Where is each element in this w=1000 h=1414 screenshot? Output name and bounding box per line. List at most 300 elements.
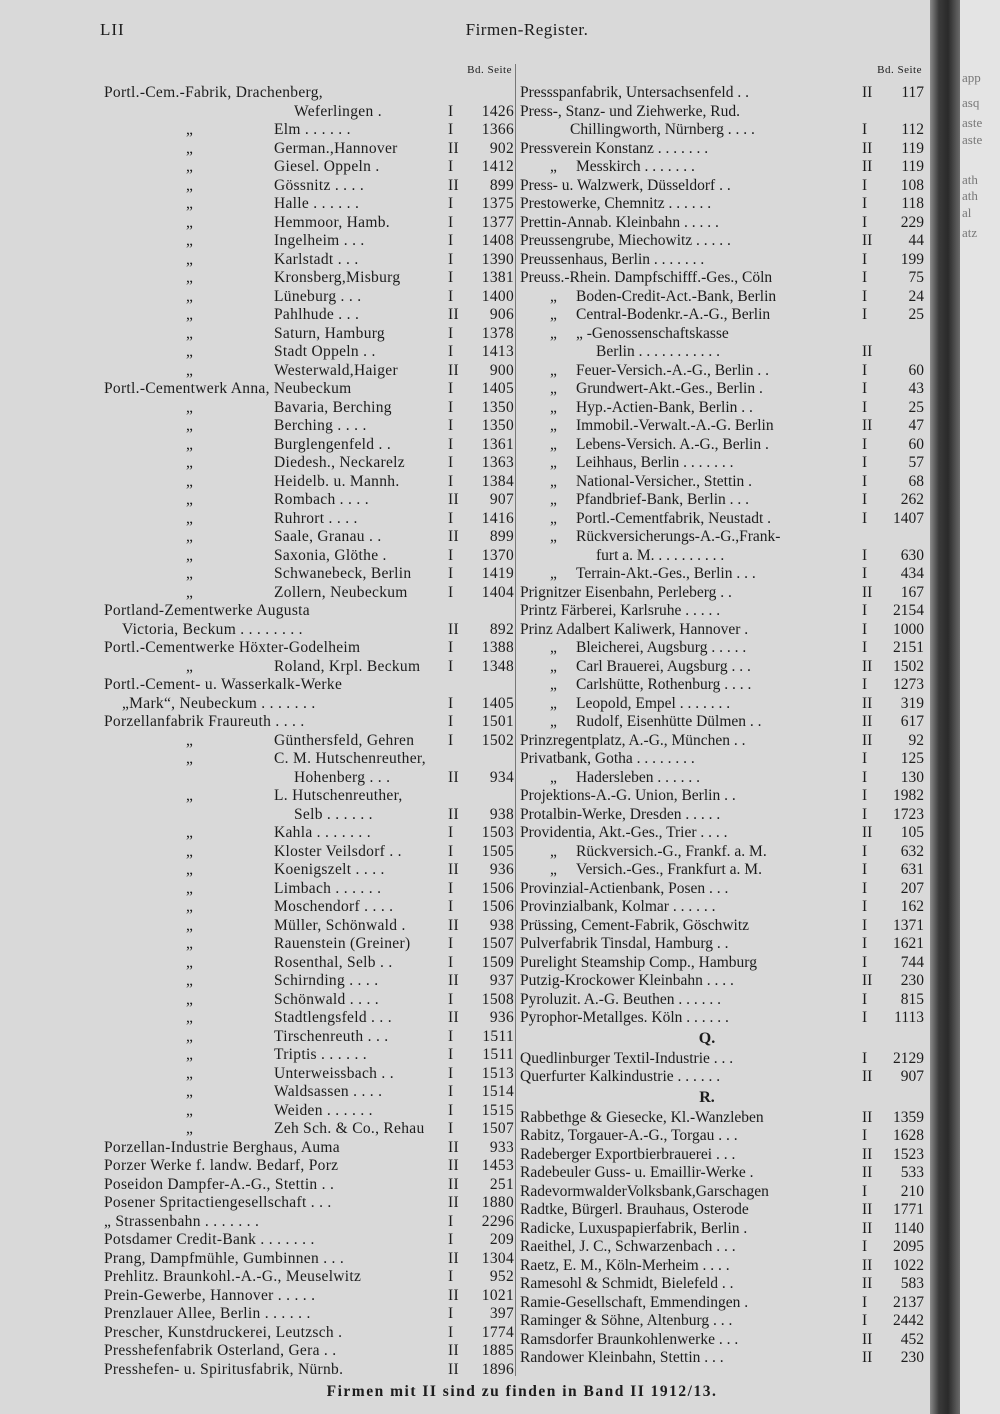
entry-name bbox=[104, 1361, 448, 1380]
entry-name-text: Querfurter Kalkindustrie . . . . . . bbox=[520, 1068, 721, 1085]
register-entry bbox=[104, 232, 514, 251]
entry-volume: II bbox=[448, 1138, 459, 1156]
register-entry bbox=[520, 1220, 924, 1239]
entry-name-text: Diedesh., Neckarelz bbox=[274, 454, 405, 471]
entry-volume: II bbox=[862, 731, 873, 749]
entry-name bbox=[520, 380, 862, 399]
entry-name bbox=[104, 343, 448, 362]
entry-name-text: Radebeuler Guss- u. Emaillir-Werke . bbox=[520, 1164, 754, 1181]
entry-name bbox=[104, 1176, 448, 1195]
entry-volume: I bbox=[448, 1323, 454, 1341]
ditto-mark: „ bbox=[186, 121, 194, 138]
register-entry bbox=[520, 436, 924, 455]
entry-name-text: furt a. M. . . . . . . . . . bbox=[596, 546, 725, 564]
ditto-mark: „ bbox=[186, 472, 194, 490]
entry-page: 2442 bbox=[893, 1312, 924, 1329]
entry-volume bbox=[448, 602, 474, 621]
entry-page: 1507 bbox=[481, 935, 514, 952]
register-entry bbox=[520, 399, 924, 418]
register-entry bbox=[520, 954, 924, 973]
entry-page: 1022 bbox=[893, 1256, 924, 1274]
entry-name-text: Raminger & Söhne, Altenburg . . . bbox=[520, 1312, 733, 1329]
entry-page: 229 bbox=[900, 213, 924, 231]
entry-name-text: „ Strassenbahn . . . . . . . bbox=[104, 1212, 260, 1230]
entry-name-text: Halle . . . . . . bbox=[274, 195, 360, 212]
entry-name bbox=[104, 917, 448, 936]
entry-page: 744 bbox=[900, 953, 924, 971]
entry-name bbox=[520, 861, 862, 880]
entry-page: 906 bbox=[489, 306, 514, 323]
entry-name bbox=[104, 695, 448, 714]
entry-page: 1000 bbox=[893, 620, 924, 638]
register-entry bbox=[104, 1287, 514, 1306]
entry-name-text: Ramesohl & Schmidt, Bielefeld . . bbox=[520, 1275, 734, 1292]
entry-name-text: Moschendorf . . . . bbox=[274, 898, 394, 915]
entry-name-text: Feuer-Versich.-A.-G., Berlin . . bbox=[576, 361, 769, 379]
entry-volume: I bbox=[448, 1120, 454, 1137]
entry-volume: II bbox=[862, 1145, 873, 1163]
entry-volume: I bbox=[448, 509, 454, 527]
entry-page bbox=[474, 602, 514, 621]
register-entry bbox=[520, 1257, 924, 1276]
entry-name bbox=[104, 417, 448, 436]
entry-name-text: Boden-Credit-Act.-Bank, Berlin bbox=[576, 287, 777, 305]
entry-volume: I bbox=[862, 1127, 868, 1144]
ditto-mark: „ bbox=[550, 657, 557, 675]
entry-page: 1350 bbox=[481, 398, 514, 416]
entry-name-text: Bleicherei, Augsburg . . . . . bbox=[576, 639, 747, 656]
entry-name bbox=[520, 1257, 862, 1276]
entry-volume: I bbox=[448, 842, 454, 860]
entry-volume: I bbox=[862, 546, 868, 564]
ditto-mark: „ bbox=[550, 306, 557, 323]
entry-name bbox=[520, 177, 862, 196]
entry-volume: I bbox=[862, 935, 868, 952]
register-entry bbox=[104, 1194, 514, 1213]
entry-name bbox=[104, 362, 448, 381]
entry-name bbox=[104, 195, 448, 214]
entry-page bbox=[886, 528, 924, 547]
register-entry bbox=[104, 824, 514, 843]
entry-name bbox=[520, 528, 862, 547]
register-entry bbox=[520, 84, 924, 103]
entry-name bbox=[104, 528, 448, 547]
entry-name bbox=[520, 251, 862, 270]
entry-name bbox=[104, 158, 448, 177]
entry-name bbox=[520, 232, 862, 251]
entry-volume: II bbox=[448, 620, 459, 638]
ditto-mark: „ bbox=[186, 916, 194, 934]
entry-volume: I bbox=[448, 953, 454, 971]
entry-volume: I bbox=[448, 824, 454, 841]
entry-volume: I bbox=[448, 102, 454, 120]
ditto-mark: „ bbox=[186, 158, 194, 175]
entry-name bbox=[104, 1065, 448, 1084]
entry-name-text: Presshefenfabrik Osterland, Gera . . bbox=[104, 1342, 337, 1359]
entry-page: 936 bbox=[489, 1009, 514, 1026]
entry-name-text: Rudolf, Eisenhütte Dülmen . . bbox=[576, 713, 762, 730]
entry-volume: I bbox=[862, 953, 868, 971]
entry-page: 68 bbox=[908, 472, 924, 490]
entry-name bbox=[520, 935, 862, 954]
entry-name-text: Porzellanfabrik Fraureuth . . . . bbox=[104, 713, 305, 730]
entry-page bbox=[474, 84, 514, 103]
entry-name bbox=[104, 251, 448, 270]
entry-volume: I bbox=[448, 287, 454, 305]
entry-page: 1405 bbox=[481, 380, 514, 397]
entry-name-text: Berlin . . . . . . . . . . . bbox=[596, 343, 720, 360]
entry-name bbox=[520, 1109, 862, 1128]
entry-page: 934 bbox=[489, 768, 514, 786]
entry-name bbox=[104, 140, 448, 159]
next-page-fragment: ath bbox=[962, 172, 978, 187]
entry-volume: II bbox=[448, 972, 459, 989]
register-entry bbox=[520, 1349, 924, 1368]
entry-name bbox=[104, 103, 448, 122]
entry-name-text: Preuss.-Rhein. Dampfschifff.-Ges., Cöln bbox=[520, 269, 773, 286]
entry-page: 1501 bbox=[481, 713, 514, 730]
ditto-mark: „ bbox=[550, 842, 557, 860]
register-entry bbox=[104, 713, 514, 732]
entry-name-text: Prüssing, Cement-Fabrik, Göschwitz bbox=[520, 916, 750, 934]
entry-page: 1366 bbox=[481, 121, 514, 138]
entry-name-text: Berching . . . . bbox=[274, 417, 367, 434]
entry-name-text: Hadersleben . . . . . . bbox=[576, 768, 700, 786]
ditto-mark: „ bbox=[550, 454, 557, 471]
entry-volume: I bbox=[862, 472, 868, 490]
register-entry bbox=[520, 1238, 924, 1257]
register-entry bbox=[104, 806, 514, 825]
register-entry bbox=[104, 547, 514, 566]
entry-name-text: Pahlhude . . . bbox=[274, 306, 360, 323]
entry-volume bbox=[448, 787, 474, 806]
register-entry bbox=[520, 1331, 924, 1350]
register-entry bbox=[104, 288, 514, 307]
entry-name-text: Zollern, Neubeckum bbox=[274, 583, 408, 601]
ditto-mark: „ bbox=[186, 953, 194, 971]
entry-name bbox=[520, 676, 862, 695]
adjacent-page-edge bbox=[960, 0, 1000, 1414]
entry-name bbox=[104, 547, 448, 566]
register-entry bbox=[104, 1009, 514, 1028]
entry-name bbox=[520, 1164, 862, 1183]
entry-name bbox=[520, 1331, 862, 1350]
register-entry bbox=[104, 843, 514, 862]
register-entry bbox=[520, 251, 924, 270]
register-entry bbox=[520, 491, 924, 510]
entry-volume: I bbox=[448, 694, 454, 712]
entry-name bbox=[520, 158, 862, 177]
entry-page: 452 bbox=[900, 1330, 924, 1348]
entry-volume: II bbox=[448, 1286, 459, 1304]
entry-name-text: Rabbethge & Giesecke, Kl.-Wanzleben bbox=[520, 1108, 764, 1126]
entry-name-text: Portl.-Cement- u. Wasserkalk-Werke bbox=[104, 676, 343, 693]
entry-name bbox=[520, 1050, 862, 1069]
entry-page: 1426 bbox=[481, 102, 514, 120]
entry-name-text: Hemmoor, Hamb. bbox=[274, 213, 390, 231]
entry-name bbox=[104, 1120, 448, 1139]
register-entry bbox=[520, 1009, 924, 1028]
entry-name-text: Provinzial-Actienbank, Posen . . . bbox=[520, 879, 729, 897]
entry-name-text: Carl Brauerei, Augsburg . . . bbox=[576, 657, 751, 675]
entry-volume: I bbox=[862, 491, 868, 508]
entry-page: 105 bbox=[900, 824, 924, 841]
entry-page: 1273 bbox=[893, 676, 924, 693]
register-entry bbox=[520, 880, 924, 899]
entry-name-text: Schönwald . . . . bbox=[274, 990, 379, 1008]
entry-volume: II bbox=[448, 1249, 459, 1267]
register-entry bbox=[520, 806, 924, 825]
register-entry bbox=[104, 195, 514, 214]
register-entry bbox=[104, 676, 514, 695]
ditto-mark: „ bbox=[186, 398, 194, 416]
entry-page: 1113 bbox=[894, 1009, 924, 1026]
register-entry bbox=[104, 658, 514, 677]
entry-name bbox=[520, 787, 862, 806]
entry-page: 1896 bbox=[481, 1360, 514, 1378]
entry-name-text: Koenigszelt . . . . bbox=[274, 861, 385, 878]
entry-name bbox=[520, 806, 862, 825]
entry-name bbox=[520, 436, 862, 455]
entry-name-text: Prestowerke, Chemnitz . . . . . . bbox=[520, 195, 712, 212]
register-entry bbox=[520, 1109, 924, 1128]
entry-name bbox=[520, 140, 862, 159]
entry-name bbox=[520, 732, 862, 751]
entry-name bbox=[104, 806, 448, 825]
entry-name bbox=[520, 954, 862, 973]
entry-page: 936 bbox=[489, 861, 514, 878]
entry-volume: II bbox=[862, 84, 873, 101]
entry-name-text: Limbach . . . . . . bbox=[274, 879, 382, 897]
entry-name-text: Leopold, Empel . . . . . . . bbox=[576, 694, 731, 712]
entry-volume: II bbox=[448, 1157, 459, 1174]
register-entry bbox=[520, 1127, 924, 1146]
register-entry bbox=[520, 510, 924, 529]
entry-page: 1506 bbox=[481, 879, 514, 897]
register-entry bbox=[104, 1342, 514, 1361]
register-entry bbox=[104, 880, 514, 899]
entry-name bbox=[104, 1194, 448, 1213]
entry-volume: I bbox=[448, 250, 454, 268]
entry-volume bbox=[448, 84, 474, 103]
entry-name bbox=[104, 510, 448, 529]
entry-name-text: Radeberger Exportbierbrauerei . . . bbox=[520, 1145, 736, 1163]
ditto-mark: „ bbox=[550, 380, 557, 397]
entry-volume: I bbox=[862, 398, 868, 416]
ditto-mark: „ bbox=[186, 1009, 194, 1026]
entry-volume: I bbox=[862, 176, 868, 194]
entry-name bbox=[104, 954, 448, 973]
register-entry bbox=[104, 732, 514, 751]
ditto-mark: „ bbox=[186, 269, 194, 286]
entry-name bbox=[104, 399, 448, 418]
entry-volume: I bbox=[862, 1009, 868, 1026]
ditto-mark: „ bbox=[186, 824, 194, 841]
ditto-mark: „ bbox=[550, 694, 557, 712]
ditto-mark: „ bbox=[186, 861, 194, 878]
entry-name bbox=[104, 732, 448, 751]
entry-page: 44 bbox=[908, 232, 924, 249]
entry-name bbox=[104, 473, 448, 492]
entry-name-text: Prinzregentplatz, A.-G., München . . bbox=[520, 731, 746, 749]
entry-page: 1140 bbox=[893, 1219, 924, 1237]
entry-name bbox=[104, 1028, 448, 1047]
entry-name-text: Prein-Gewerbe, Hannover . . . . . bbox=[104, 1286, 316, 1304]
entry-page: 125 bbox=[900, 750, 924, 767]
entry-name-text: Quedlinburger Textil-Industrie . . . bbox=[520, 1049, 734, 1067]
entry-page: 117 bbox=[901, 84, 924, 101]
ditto-mark: „ bbox=[186, 417, 194, 434]
entry-volume: I bbox=[862, 1049, 868, 1067]
register-entry bbox=[104, 1250, 514, 1269]
entry-name-text: German.,Hannover bbox=[274, 139, 398, 157]
entry-name bbox=[104, 713, 448, 732]
entry-name-text: Tirschenreuth . . . bbox=[274, 1027, 389, 1045]
register-entry bbox=[520, 1312, 924, 1331]
entry-page: 2129 bbox=[893, 1049, 924, 1067]
entry-volume: I bbox=[862, 1293, 868, 1311]
entry-name-text: Kloster Veilsdorf . . bbox=[274, 842, 402, 860]
entry-page: 1413 bbox=[481, 343, 514, 360]
entry-volume: I bbox=[448, 435, 454, 453]
entry-page: 24 bbox=[908, 287, 924, 305]
entry-volume: I bbox=[862, 509, 868, 527]
register-entry bbox=[104, 1046, 514, 1065]
entry-page: 25 bbox=[908, 398, 924, 416]
entry-name-text: Prehlitz. Braunkohl.-A.-G., Meuselwitz bbox=[104, 1268, 362, 1285]
right-column bbox=[520, 64, 924, 1368]
register-entry bbox=[104, 1102, 514, 1121]
register-entry bbox=[104, 1305, 514, 1324]
entry-volume: I bbox=[448, 583, 454, 601]
ditto-mark: „ bbox=[186, 195, 194, 212]
register-entry bbox=[104, 898, 514, 917]
ditto-mark: „ bbox=[186, 435, 194, 453]
entry-page: 1771 bbox=[893, 1201, 924, 1218]
register-entry bbox=[104, 417, 514, 436]
ditto-mark: „ bbox=[550, 565, 557, 582]
entry-name-text: Prignitzer Eisenbahn, Perleberg . . bbox=[520, 583, 732, 601]
entry-name-text: Terrain-Akt.-Ges., Berlin . . . bbox=[576, 565, 756, 582]
entry-page: 1408 bbox=[481, 232, 514, 249]
ditto-mark: „ bbox=[550, 398, 557, 416]
entry-name-text: Karlstadt . . . bbox=[274, 250, 359, 268]
entry-volume: II bbox=[448, 1009, 459, 1026]
register-entry bbox=[104, 1324, 514, 1343]
entry-name bbox=[104, 1305, 448, 1324]
entry-page: 210 bbox=[900, 1182, 924, 1200]
entry-name-text: Purelight Steamship Comp., Hamburg bbox=[520, 953, 757, 971]
ditto-mark: „ bbox=[186, 213, 194, 231]
entry-page: 1880 bbox=[481, 1194, 514, 1211]
entry-page: 1982 bbox=[893, 787, 924, 804]
entry-volume: II bbox=[448, 1360, 459, 1378]
entry-volume: I bbox=[862, 213, 868, 231]
entry-name-text: Lüneburg . . . bbox=[274, 287, 362, 305]
entry-volume: I bbox=[448, 472, 454, 490]
entry-name bbox=[104, 177, 448, 196]
entry-name bbox=[520, 214, 862, 233]
entry-page: 57 bbox=[908, 454, 924, 471]
entry-volume bbox=[448, 676, 474, 695]
register-entry bbox=[104, 1120, 514, 1139]
register-entry bbox=[520, 565, 924, 584]
ditto-mark: „ bbox=[186, 343, 194, 360]
entry-volume: I bbox=[862, 565, 868, 582]
entry-name-text: Rückversicherungs-A.-G.,Frank- bbox=[576, 528, 781, 545]
register-entry bbox=[520, 528, 924, 547]
register-entry bbox=[520, 695, 924, 714]
entry-name-text: Press-, Stanz- und Ziehwerke, Rud. bbox=[520, 102, 740, 120]
entry-page: 631 bbox=[900, 861, 924, 878]
entry-volume: I bbox=[862, 380, 868, 397]
entry-name bbox=[104, 898, 448, 917]
entry-page: 230 bbox=[900, 972, 924, 989]
register-entry bbox=[520, 1201, 924, 1220]
register-entry bbox=[104, 787, 514, 806]
register-entry bbox=[104, 528, 514, 547]
ditto-mark: „ bbox=[186, 990, 194, 1008]
footer-note bbox=[0, 1383, 1000, 1401]
entry-name-text: Rabitz, Torgauer-A.-G., Torgau . . . bbox=[520, 1127, 738, 1144]
register-entry bbox=[520, 602, 924, 621]
entry-volume: II bbox=[862, 1330, 873, 1348]
entry-volume: I bbox=[448, 158, 454, 175]
entry-name-text: Messkirch . . . . . . . bbox=[576, 158, 695, 175]
register-entry bbox=[104, 454, 514, 473]
entry-name-text: Carlshütte, Rothenburg . . . . bbox=[576, 676, 752, 693]
entry-volume: I bbox=[862, 842, 868, 860]
entry-page bbox=[886, 103, 924, 122]
entry-volume: I bbox=[448, 398, 454, 416]
register-entry bbox=[520, 140, 924, 159]
entry-name-text: Porzellan-Industrie Berghaus, Auma bbox=[104, 1138, 340, 1156]
entry-name-text: Kronsberg,Misburg bbox=[274, 269, 401, 286]
entry-name bbox=[520, 621, 862, 640]
register-entry bbox=[104, 584, 514, 603]
entry-name-text: C. M. Hutschenreuther, bbox=[274, 750, 426, 767]
entry-name-text: Printz Färberei, Karlsruhe . . . . . bbox=[520, 602, 721, 619]
register-entry bbox=[520, 1275, 924, 1294]
entry-page: 119 bbox=[901, 139, 924, 157]
entry-page: 60 bbox=[908, 435, 924, 453]
entry-name bbox=[104, 1250, 448, 1269]
entry-volume: I bbox=[862, 768, 868, 786]
entry-page: 199 bbox=[900, 250, 924, 268]
register-entry bbox=[520, 288, 924, 307]
entry-volume: I bbox=[448, 417, 454, 434]
entry-name-text: Triptis . . . . . . bbox=[274, 1046, 367, 1063]
entry-page: 119 bbox=[901, 158, 924, 175]
entry-name bbox=[104, 214, 448, 233]
entry-name bbox=[520, 1275, 862, 1294]
entry-name-text: Waldsassen . . . . bbox=[274, 1083, 383, 1100]
entry-name bbox=[104, 1287, 448, 1306]
column-header: Bd. Seite bbox=[877, 64, 922, 76]
entry-name bbox=[520, 898, 862, 917]
ditto-mark: „ bbox=[550, 287, 557, 305]
register-entry bbox=[520, 473, 924, 492]
register-entry bbox=[104, 269, 514, 288]
entry-name-text: Prettin-Annab. Kleinbahn . . . . . bbox=[520, 213, 719, 231]
entry-volume: I bbox=[448, 269, 454, 286]
entry-name-text: Bavaria, Berching bbox=[274, 398, 392, 416]
entry-name bbox=[520, 565, 862, 584]
book-binding-gutter bbox=[930, 0, 960, 1414]
entry-name-text: Heidelb. u. Mannh. bbox=[274, 472, 400, 490]
register-entry bbox=[520, 195, 924, 214]
entry-volume: I bbox=[862, 787, 868, 804]
